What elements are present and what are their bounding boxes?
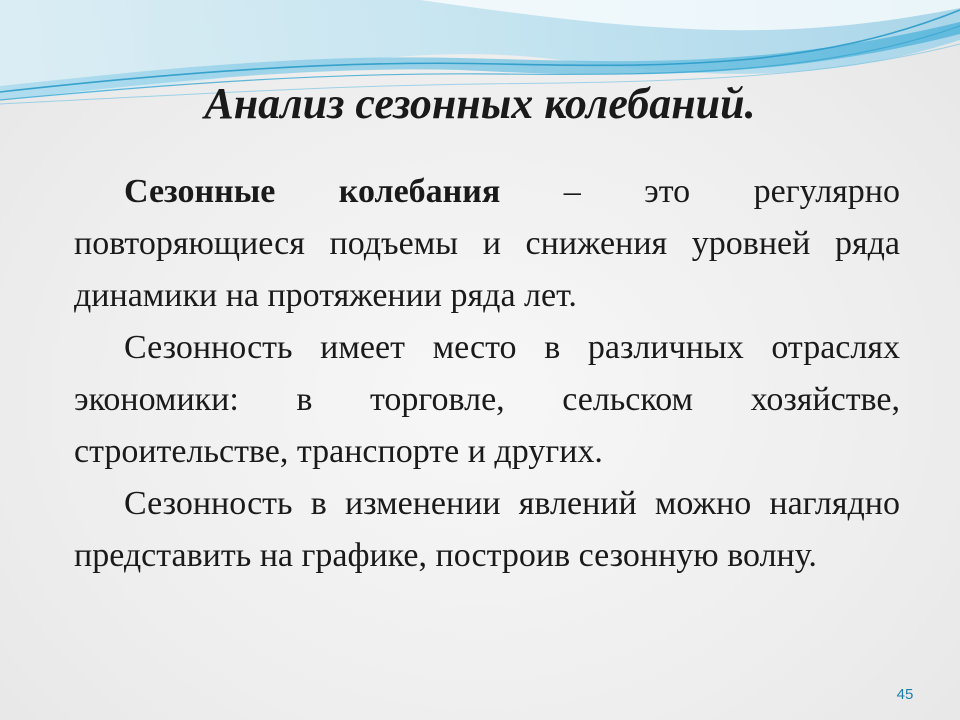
paragraph-industries: Сезонность имеет место в различных отраслях экономики: в торговле, сельском хозяйстве, строительстве, транспорте и других.: [74, 329, 900, 470]
slide-body: [74, 166, 900, 582]
definition-text: – это регулярно повторяющиеся подъемы и снижения уровней ряда динамики на протяжении ряда лет.: [74, 173, 900, 314]
term-seasonal-fluctuations: Сезонные колебания: [124, 173, 501, 210]
slide-title: Анализ сезонных колебаний.: [204, 79, 756, 128]
paragraph-graph: Сезонность в изменении явлений можно наглядно представить на графике, построив сезонную волну.: [74, 485, 900, 574]
page-number: 45: [896, 686, 914, 703]
paragraph-definition: [74, 166, 900, 322]
